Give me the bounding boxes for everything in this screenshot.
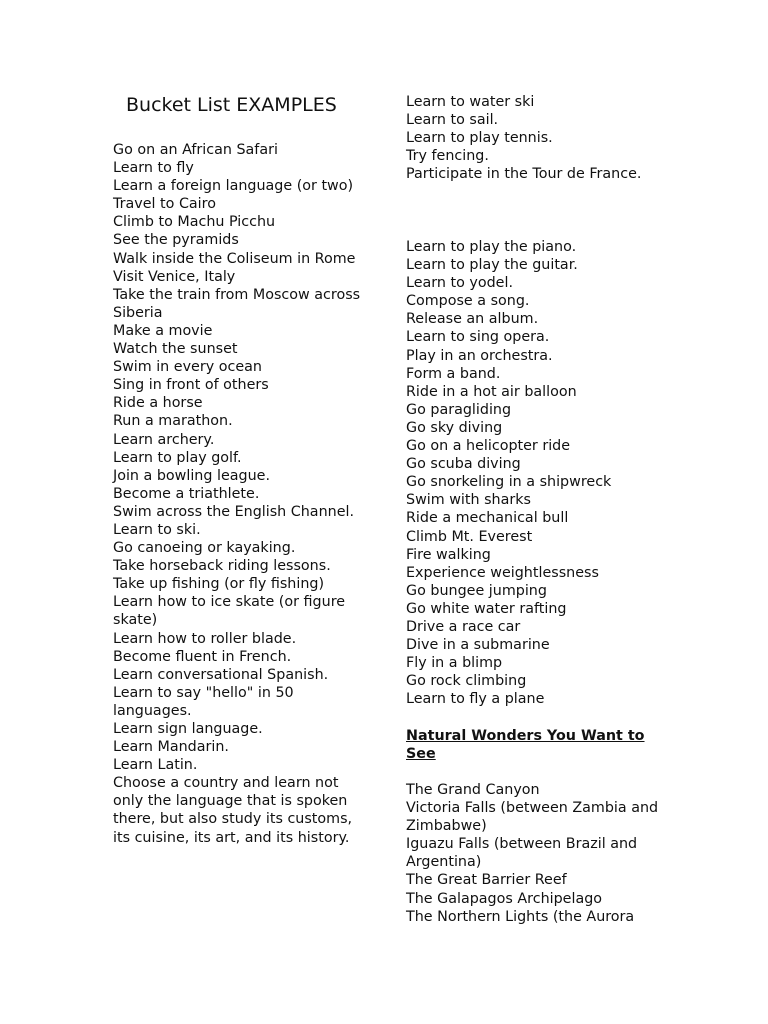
- list-item: Fly in a blimp: [406, 655, 503, 672]
- list-item: Play in an orchestra.: [406, 347, 553, 364]
- list-item: Go sky diving: [406, 419, 503, 436]
- list-item: Drive a race car: [406, 618, 521, 635]
- list-item: Learn to play the piano.: [406, 239, 577, 255]
- list-item: Form a band.: [406, 365, 501, 382]
- list-item: Go scuba diving: [406, 456, 521, 473]
- list-item: The Great Barrier Reef: [406, 872, 567, 889]
- list-item: Iguazu Falls (between Brazil and Argentina): [406, 836, 638, 871]
- list-item: Learn how to roller blade.: [113, 630, 297, 647]
- list-item: Watch the sunset: [113, 341, 238, 358]
- list-item: Travel to Cairo: [113, 196, 216, 213]
- right-column-sports-list: [406, 93, 671, 183]
- list-item: Climb Mt. Everest: [406, 528, 533, 545]
- list-item: Learn to yodel.: [406, 275, 513, 292]
- list-item: Fire walking: [406, 546, 491, 563]
- list-item: Learn to water ski: [406, 94, 535, 110]
- list-item: Swim across the English Channel.: [113, 503, 355, 520]
- list-item: Go canoeing or kayaking.: [113, 540, 296, 557]
- list-item: Go on an African Safari: [113, 142, 278, 158]
- list-item: Ride in a hot air balloon: [406, 383, 577, 400]
- list-item: Go snorkeling in a shipwreck: [406, 474, 612, 491]
- list-item: Go paragliding: [406, 401, 512, 418]
- list-item: Learn Latin.: [113, 757, 198, 774]
- list-item: Go bungee jumping: [406, 582, 547, 599]
- list-item: The Galapagos Archipelago: [406, 890, 603, 907]
- list-item: Experience weightlessness: [406, 564, 599, 581]
- list-item: Learn Mandarin.: [113, 739, 229, 756]
- list-item: Run a marathon.: [113, 413, 233, 430]
- list-item: Try fencing.: [406, 148, 489, 165]
- list-item: Go on a helicopter ride: [406, 438, 571, 455]
- list-item: Go white water rafting: [406, 600, 567, 617]
- list-item: Learn to say "hello" in 50 languages.: [113, 684, 294, 719]
- natural-wonders-heading: Natural Wonders You Want to See: [406, 728, 645, 763]
- list-item: Dive in a submarine: [406, 637, 550, 654]
- list-item: Swim in every ocean: [113, 359, 262, 376]
- list-item: Learn archery.: [113, 431, 215, 448]
- list-item: Take horseback riding lessons.: [113, 558, 331, 575]
- list-item: Learn sign language.: [113, 721, 263, 737]
- right-column-activities-list: [406, 238, 671, 708]
- list-item: Join a bowling league.: [113, 467, 270, 484]
- list-item: Become a triathlete.: [113, 485, 260, 502]
- list-item: Compose a song.: [406, 293, 530, 310]
- list-item: Learn to play tennis.: [406, 130, 553, 147]
- list-item: Take the train from Moscow across Siberia: [113, 286, 361, 321]
- list-item: Learn to ski.: [113, 521, 201, 538]
- list-item: Learn a foreign language (or two): [113, 178, 354, 195]
- list-item: Make a movie: [113, 322, 213, 339]
- page-title: Bucket List EXAMPLES: [126, 94, 337, 116]
- list-item: Learn to play golf.: [113, 449, 242, 466]
- natural-wonders-list: [406, 781, 671, 926]
- list-item: Learn to sail.: [406, 112, 499, 129]
- list-item: Learn to fly a plane: [406, 691, 545, 708]
- list-item: Learn how to ice skate (or figure skate): [113, 594, 346, 629]
- list-item: Sing in front of others: [113, 377, 269, 394]
- list-item: Victoria Falls (between Zambia and Zimbabwe): [406, 800, 659, 835]
- list-item: Climb to Machu Picchu: [113, 214, 276, 231]
- list-item: Become fluent in French.: [113, 648, 292, 665]
- list-item: Walk inside the Coliseum in Rome: [113, 250, 356, 267]
- list-item: Take up fishing (or fly fishing): [113, 576, 325, 593]
- list-item: Participate in the Tour de France.: [406, 166, 642, 183]
- list-item: Choose a country and learn not only the language that is spoken there, but also study its customs, its cuisine, its art, and its history.: [113, 775, 353, 846]
- list-item: Ride a mechanical bull: [406, 510, 569, 527]
- list-item: Learn to play the guitar.: [406, 257, 578, 274]
- list-item: Release an album.: [406, 311, 539, 328]
- list-item: The Northern Lights (the Aurora: [406, 908, 635, 925]
- list-item: See the pyramids: [113, 232, 239, 249]
- list-item: Learn conversational Spanish.: [113, 666, 329, 683]
- list-item: Swim with sharks: [406, 492, 531, 509]
- list-item: Learn to fly: [113, 160, 194, 177]
- list-item: Visit Venice, Italy: [113, 268, 236, 285]
- list-item: The Grand Canyon: [406, 782, 540, 798]
- list-item: Ride a horse: [113, 395, 203, 412]
- list-item: Learn to sing opera.: [406, 329, 550, 346]
- left-column-list: [113, 141, 368, 847]
- list-item: Go rock climbing: [406, 673, 527, 690]
